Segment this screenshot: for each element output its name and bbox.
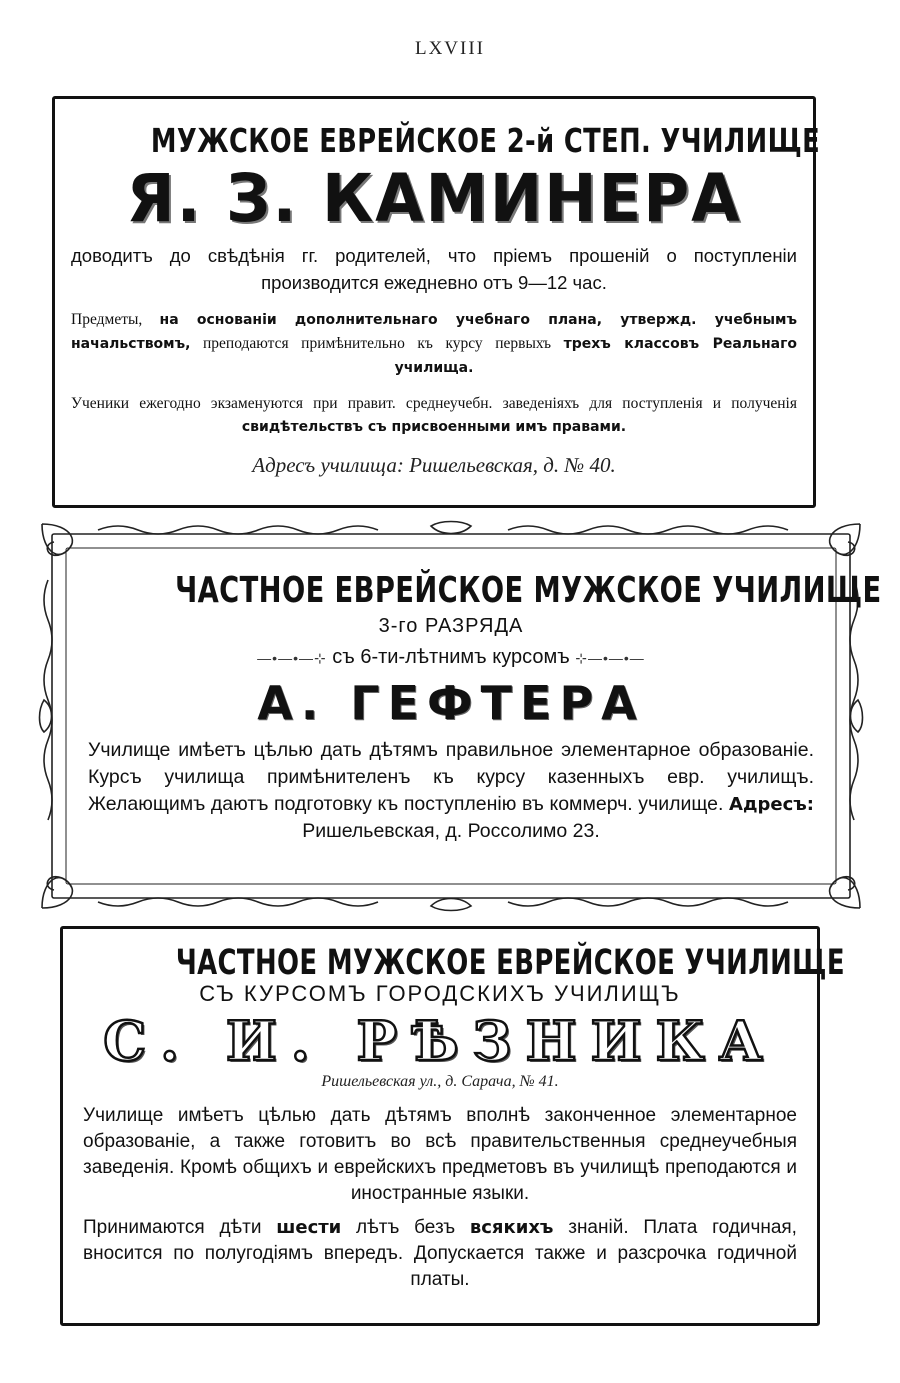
ad1-heading: МУЖСКОЕ ЕВРЕЙСКОЕ 2-й СТЕП. УЧИЛИЩЕ xyxy=(150,121,821,160)
ad2-address-label: Адресъ: xyxy=(729,794,814,815)
ad1-school-name: Я. З. КАМИНЕРА xyxy=(126,160,742,237)
ad3-p2-text-a: Принимаются дѣти xyxy=(83,1217,277,1238)
ad1-p2-bold-b: трехъ классовъ Реальнаго училища. xyxy=(394,336,798,376)
ad2-grade: 3-го РАЗРЯДА xyxy=(378,615,524,637)
ad1-address: Адресъ училища: Ришельевская, д. № 40. xyxy=(252,453,616,477)
ad2-course-line xyxy=(88,646,814,669)
ad1-paragraph-admission: доводитъ до свѣдѣнія гг. родителей, что пріемъ прошеній о поступленіи производится ежедневно отъ 9—12 час. xyxy=(71,245,797,293)
page-number: LXVIII xyxy=(414,38,486,59)
ad2-p1-text: Училище имѣетъ цѣлью дать дѣтямъ правильное элементарное образованіе. Курсъ училища примѣнителенъ къ курсу казенныхъ евр. училищъ. Желающимъ даютъ подготовку къ поступленію въ коммерч. училище. xyxy=(88,739,814,815)
ad1-p3-text: Ученики ежегодно экзаменуются при правит. среднеучебн. заведеніяхъ для поступленія и полученія xyxy=(71,395,797,412)
advertisement-gefter xyxy=(70,560,882,880)
ad1-p3-bold: свидѣтельствъ съ присвоенными имъ правами. xyxy=(241,419,627,435)
ad1-p2-bold-a: на основаніи дополнительнаго учебнаго плана, утвержд. учебнымъ начальствомъ, xyxy=(71,312,797,352)
ad3-p2-bold-b: всякихъ xyxy=(469,1217,554,1238)
ad3-heading: ЧАСТНОЕ МУЖСКОЕ ЕВРЕЙСКОЕ УЧИЛИЩЕ xyxy=(175,943,845,983)
ad3-p2-text-b: лѣтъ безъ xyxy=(341,1217,470,1238)
ad3-paragraph-goals: Училище имѣетъ цѣлью дать дѣтямъ вполнѣ законченное элементарное образованіе, а также готовитъ во всѣ правительственныя среднеучебныя заведенія. Кромѣ общихъ и еврейскихъ предметовъ въ училищѣ преподаются и иностранные языки. xyxy=(83,1105,797,1204)
ad1-p2-text-a: Предметы, xyxy=(71,311,160,328)
ornament-right-icon: ⊹—•—•— xyxy=(575,650,645,666)
ad2-school-name: А. ГЕФТЕРА xyxy=(257,676,645,730)
ad2-heading: ЧАСТНОЕ ЕВРЕЙСКОЕ МУЖСКОЕ УЧИЛИЩЕ xyxy=(175,570,882,611)
ad2-course: съ 6-ти-лѣтнимъ курсомъ xyxy=(332,646,570,668)
ornament-left-icon: —•—•—⊹ xyxy=(257,650,327,666)
ad1-paragraph-subjects xyxy=(71,308,797,380)
ad3-p2-bold-a: шести xyxy=(276,1217,342,1238)
advertisement-reznik xyxy=(60,926,845,1326)
ad3-address: Ришельевская ул., д. Сарача, № 41. xyxy=(321,1073,559,1090)
ad3-p2-text-c: знаній. Плата годичная, вносится по полугодіямъ впередъ. Допускается также и разсрочка годичной платы. xyxy=(83,1217,797,1290)
advertisement-kaminer xyxy=(52,96,821,508)
ad1-paragraph-exams xyxy=(71,392,797,439)
ad3-paragraph-admission xyxy=(83,1215,797,1293)
ad3-school-name: С. И. РѢЗНИКА xyxy=(103,1009,777,1073)
ad2-paragraph xyxy=(88,737,814,845)
ad2-address: Ришельевская, д. Россолимо 23. xyxy=(302,820,600,842)
ad3-subheading: СЪ КУРСОМЪ ГОРОДСКИХЪ УЧИЛИЩЪ xyxy=(199,981,681,1006)
ad1-p2-text-b: преподаются примѣнительно къ курсу первыхъ xyxy=(190,335,564,352)
